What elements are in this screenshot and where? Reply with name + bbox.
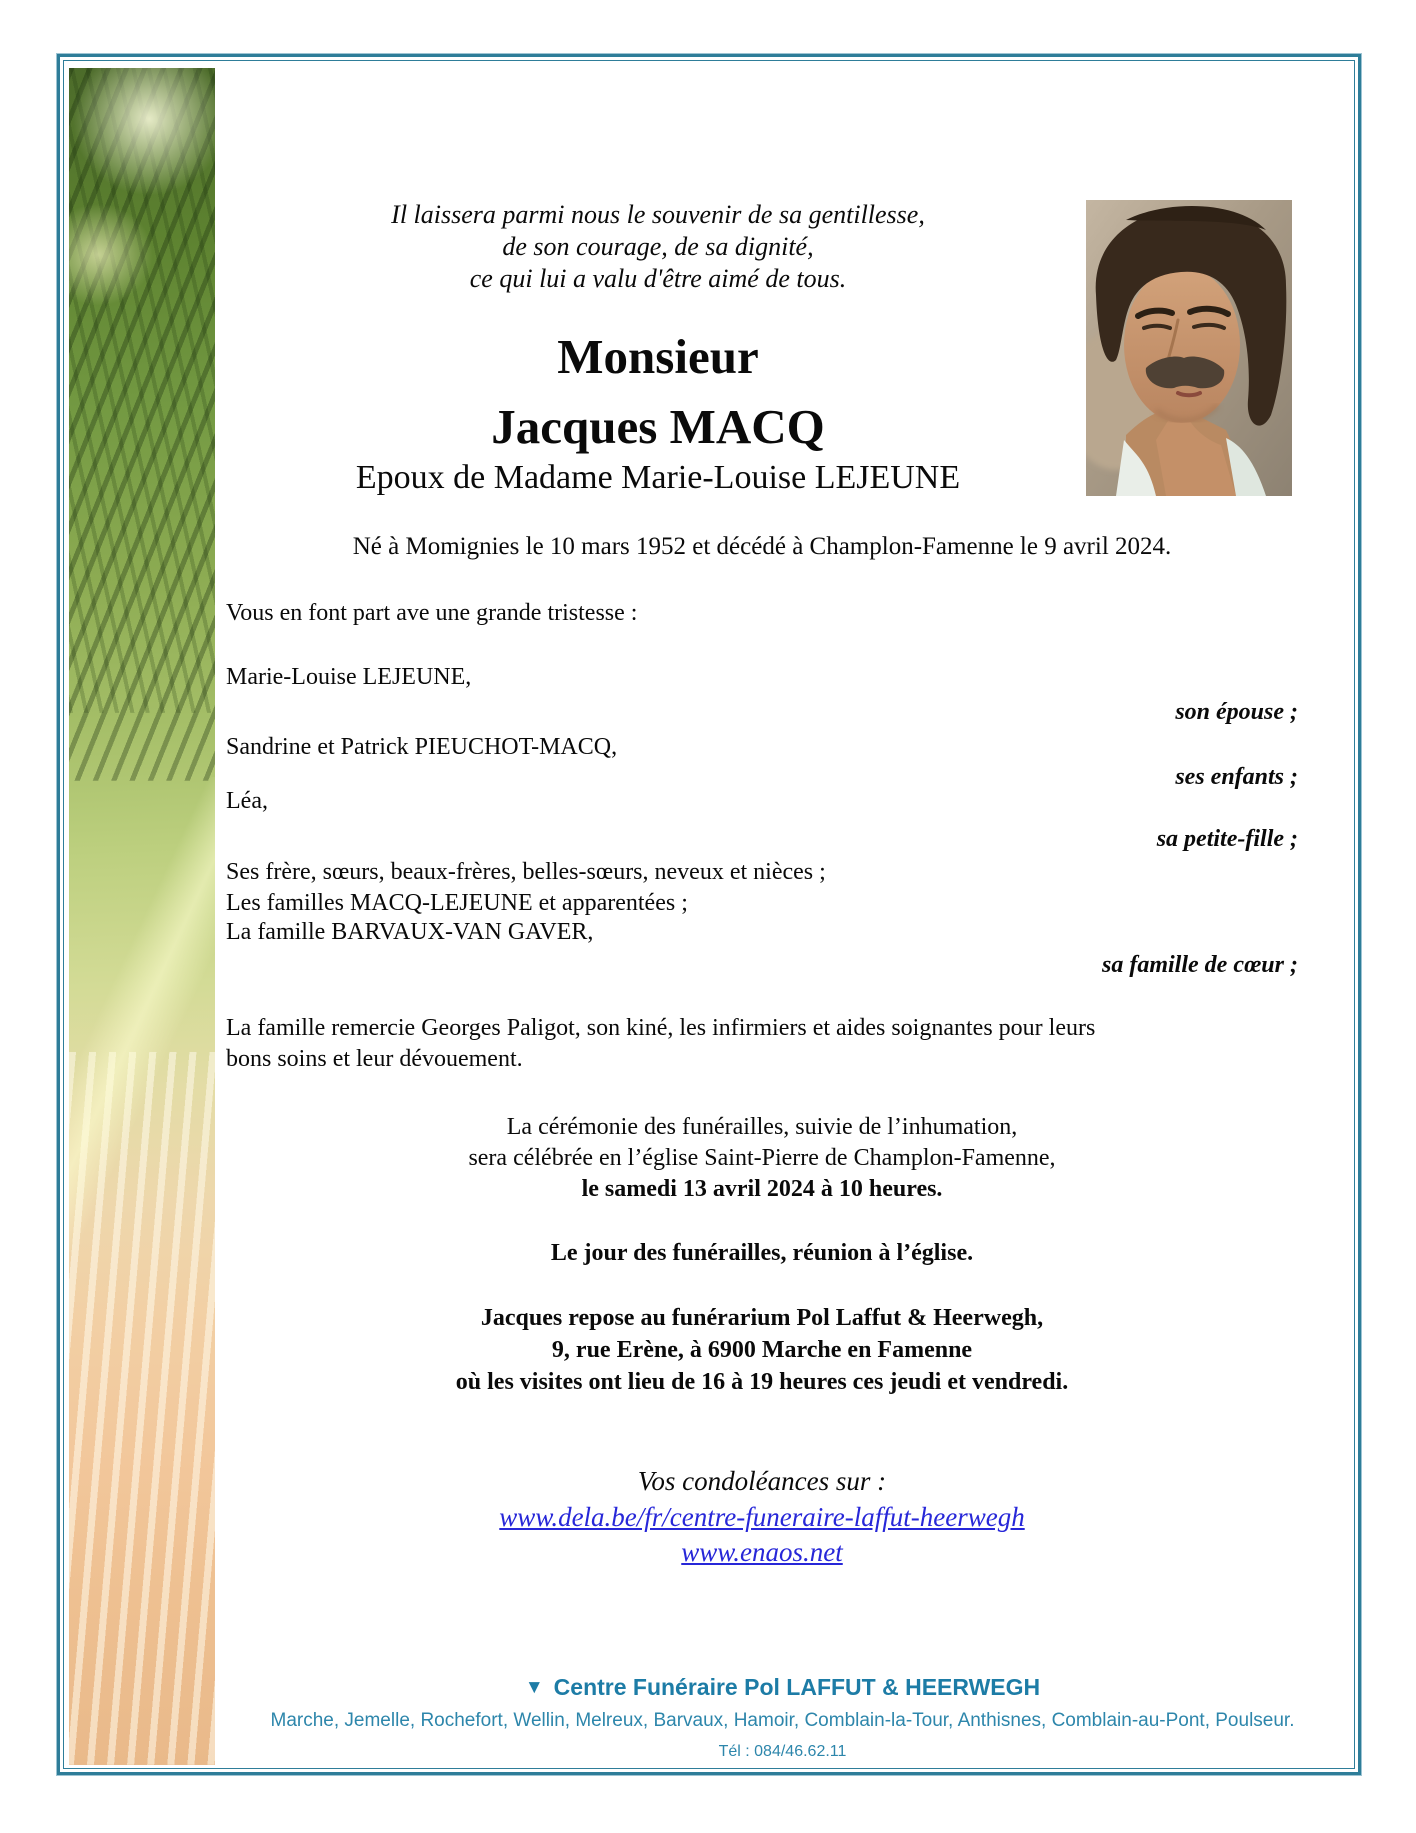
portrait-photo [1086, 200, 1292, 496]
repose-line-2: 9, rue Erène, à 6900 Marche en Famenne [551, 1337, 973, 1363]
repose-line-3: où les visites ont lieu de 16 à 19 heures ces jeudi et vendredi. [455, 1369, 1069, 1395]
funeral-home-title [215, 1671, 1350, 1706]
thanks-line-2: bons soins et leur dévouement. [226, 1046, 523, 1072]
intro-line-2: de son courage, de sa dignité, [502, 232, 814, 261]
title-salutation: Monsieur [557, 329, 759, 384]
funeral-home-name: Centre Funéraire Pol LAFFUT & HEERWEGH [553, 1674, 1041, 1700]
condolences-label: Vos condoléances sur : [637, 1466, 887, 1496]
condolences-link-enaos[interactable]: www.enaos.net [681, 1537, 843, 1567]
intro-quote [226, 199, 1090, 295]
funeral-home-phone: Tél : 084/46.62.11 [718, 1743, 847, 1760]
mourner-children: Sandrine et Patrick PIEUCHOT-MACQ, [226, 734, 618, 760]
condolences-link-dela[interactable]: www.dela.be/fr/centre-funeraire-laffut-heerwegh [499, 1502, 1025, 1532]
forest-path-image [69, 68, 215, 1765]
dela-logo-triangle-icon: ▼ [524, 1677, 544, 1698]
ceremony-line-1: La cérémonie des funérailles, suivie de l’inhumation, [506, 1114, 1018, 1140]
deceased-name: Jacques MACQ [491, 399, 825, 454]
mourner-granddaughter: Léa, [226, 788, 268, 814]
spouse-line: Epoux de Madame Marie-Louise LEJEUNE [355, 459, 961, 496]
mourner-siblings: Ses frère, sœurs, beaux-frères, belles-sœurs, neveux et nièces ; [226, 859, 826, 885]
announcement-line: Vous en font part ave une grande tristesse : [226, 600, 638, 626]
mourner-related-families: Les familles MACQ-LEJEUNE et apparentées ; [226, 890, 688, 916]
condolences-link2-line [226, 1535, 1298, 1569]
intro-line-3: ce qui lui a valu d'être aimé de tous. [469, 264, 847, 293]
thanks-line-1: La famille remercie Georges Paligot, son kiné, les infirmiers et aides soignantes pour leurs [226, 1015, 1096, 1041]
repose-block [226, 1302, 1298, 1398]
condolences-link1-line [226, 1500, 1298, 1534]
meeting-line: Le jour des funérailles, réunion à l’église. [550, 1240, 974, 1266]
repose-line-1: Jacques repose au funérarium Pol Laffut & Heerwegh, [480, 1305, 1044, 1331]
thanks-paragraph [226, 1013, 1298, 1075]
birth-death-line: Né à Momignies le 10 mars 1952 et décédé à Champlon-Famenne le 9 avril 2024. [352, 533, 1172, 560]
relation-heart-family: sa famille de cœur ; [1102, 952, 1298, 978]
mourner-heart-family: La famille BARVAUX-VAN GAVER, [226, 919, 594, 945]
ceremony-block [226, 1112, 1298, 1205]
ceremony-line-2: sera célébrée en l’église Saint-Pierre de Champlon-Famenne, [468, 1145, 1056, 1171]
relation-granddaughter: sa petite-fille ; [1156, 826, 1298, 852]
relation-children: ses enfants ; [1175, 764, 1298, 790]
intro-line-1: Il laissera parmi nous le souvenir de sa gentillesse, [391, 200, 925, 229]
ceremony-date-line: le samedi 13 avril 2024 à 10 heures. [581, 1176, 943, 1202]
mourner-wife: Marie-Louise LEJEUNE, [226, 664, 472, 690]
funeral-home-locations: Marche, Jemelle, Rochefort, Wellin, Melreux, Barvaux, Hamoir, Comblain-la-Tour, Anthisnes, Comblain-au-Pont, Poulseur. [270, 1710, 1295, 1731]
relation-wife: son épouse ; [1175, 699, 1298, 725]
